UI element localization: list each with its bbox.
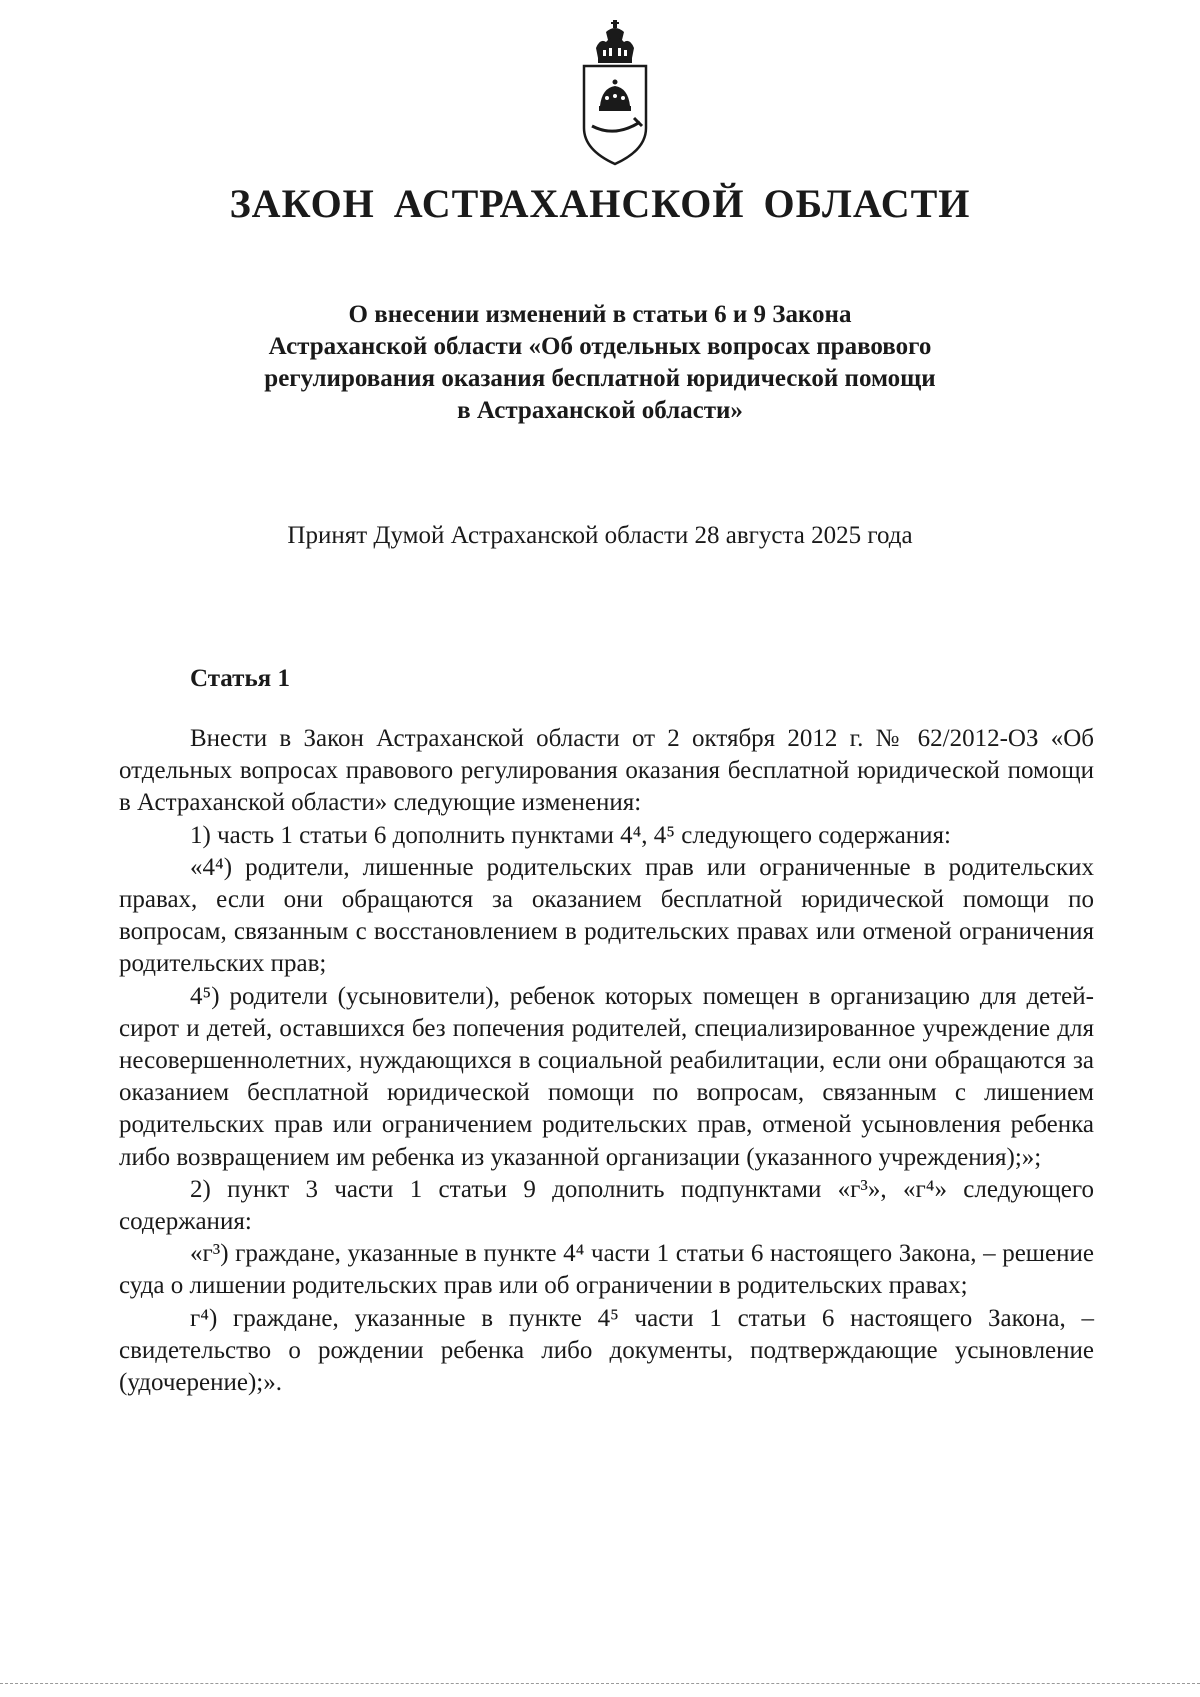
subtitle-line: Астраханской области «Об отдельных вопросах правового (268, 333, 932, 360)
paragraph: 2) пункт 3 части 1 статьи 9 дополнить подпунктами «г³», «г⁴» следующего содержания: (119, 1175, 1094, 1236)
subtitle-line: в Астраханской области» (457, 397, 743, 424)
crown-shield-icon (576, 18, 654, 168)
paragraph: г⁴) граждане, указанные в пункте 4⁵ части 1 статьи 6 настоящего Закона, – свидетельство о рождении ребенка либо документы, подтверждающие усыновление (удочерение);». (119, 1304, 1094, 1397)
paragraph: Внести в Закон Астраханской области от 2 октября 2012 г. № 62/2012-ОЗ «Об отдельных вопросах правового регулирования оказания бесплатной юридической помощи в Астраханской области» следующие изменения: (119, 725, 1094, 817)
article-heading: Статья 1 (190, 665, 290, 692)
document-subtitle (200, 299, 1000, 427)
paragraph: «г³) граждане, указанные в пункте 4⁴ части 1 статьи 6 настоящего Закона, – решение суда о лишении родительских прав или об ограничении в родительских правах; (119, 1240, 1094, 1300)
article-body (119, 723, 1094, 1399)
document-title: ЗАКОН АСТРАХАНСКОЙ ОБЛАСТИ (229, 181, 971, 226)
page-bottom-divider (0, 1683, 1200, 1684)
adoption-statement: Принят Думой Астраханской области 28 августа 2025 года (287, 522, 913, 549)
subtitle-line: регулирования оказания бесплатной юридической помощи (264, 365, 936, 392)
paragraph: 1) часть 1 статьи 6 дополнить пунктами 4⁴, 4⁵ следующего содержания: (190, 821, 951, 849)
subtitle-line: О внесении изменений в статьи 6 и 9 Закона (348, 301, 852, 328)
paragraph: 4⁵) родители (усыновители), ребенок которых помещен в организацию для детей-сирот и детей, оставшихся без попечения родителей, специализированное учреждение для несовершеннолетних, нуждающихся в социальной реабилитации, если они обращаются за оказанием бесплатной юридической помощи по вопросам, связанным с лишением родительских прав или ограничением родительских прав, отменой усыновления ребенка либо возвращением им ребенка из указанной организации (указанного учреждения);»; (119, 982, 1094, 1171)
coat-of-arms-emblem (576, 18, 654, 168)
paragraph: «4⁴) родители, лишенные родительских прав или ограниченные в родительских правах, если они обращаются за оказанием бесплатной юридической помощи по вопросам, связанным с восстановлением в родительских правах или отменой ограничения родительских прав; (119, 853, 1094, 978)
